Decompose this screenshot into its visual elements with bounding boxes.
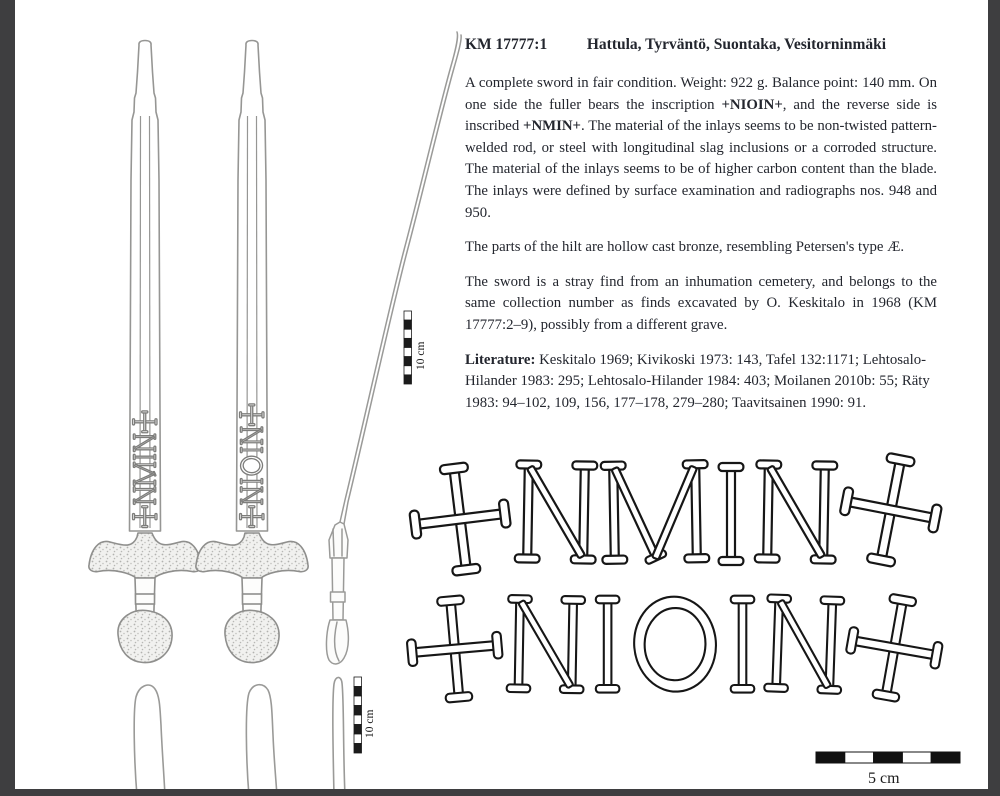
site-name: Hattula, Tyrväntö, Suontaka, Vesitorninmäki [586, 36, 887, 53]
entry-header [465, 36, 937, 54]
glyph-n [755, 460, 838, 563]
glyph-o [240, 456, 263, 476]
glyph-n [515, 460, 598, 563]
glyph-m [601, 460, 710, 565]
scale-bar-label: 10 cm [364, 709, 376, 738]
scale-bar-horizontal [816, 752, 960, 763]
inscription-drawing-nmin [404, 446, 950, 580]
paragraph: Literature: Keskitalo 1969; Kivikoski 1973: 143, Tafel 132:1171; Lehtosalo-Hilander 1983: 295; Lehtosalo-Hilander 1984: 403; Moilanen 2010b: 55; Räty 1983: 94–102, 109, 156, 177–178, 279–280; Taavitsainen 1990: 91. [465, 351, 930, 411]
inscription-drawing-nioin [403, 588, 950, 708]
scale-bar-vertical-upper [404, 311, 412, 384]
scale-bar-vertical-lower [354, 677, 362, 753]
paragraph: A complete sword in fair condition. Weight: 922 g. Balance point: 140 mm. On one side the fuller bears the inscription +NIOIN+, and the reverse side is inscribed +NMIN+. The material of the inlays seems to be non-twisted pattern-welded rod, or steel with longitudinal slag inclusions or a corroded structure. The material of the inlays seems to be of higher carbon content than the blade. The inlays were defined by surface examination and radiographs nos. 948 and 950. [465, 75, 937, 221]
sword-front-view-obverse [196, 41, 308, 663]
paragraph: The parts of the hilt are hollow cast bronze, resembling Petersen's type Æ. [465, 239, 905, 256]
scale-bar-label: 5 cm [868, 770, 900, 787]
catalog-number: KM 17777:1 [465, 36, 548, 53]
glyph-i [719, 463, 744, 565]
glyph-o [630, 593, 720, 695]
glyph-n [764, 594, 844, 694]
glyph-i [731, 596, 755, 693]
sword-side-view [326, 32, 461, 664]
glyph-cross [832, 446, 950, 574]
glyph-cross [404, 458, 516, 580]
glyph-i [596, 596, 620, 693]
viewer-frame-left [0, 0, 15, 796]
catalog-entry [465, 36, 937, 427]
viewer-frame-bottom [0, 789, 1000, 796]
paragraph: The sword is a stray find from an inhumation cemetery, and belongs to the same collection number as finds excavated by O. Keskitalo in 1968 (KM 17777:2–9), possibly from a different grave. [465, 273, 937, 333]
scale-bar-label: 10 cm [415, 341, 427, 370]
glyph-n [507, 595, 585, 693]
glyph-cross [403, 592, 506, 705]
blade-fragment-views [134, 677, 345, 796]
viewer-frame-right [988, 0, 1000, 796]
glyph-cross [839, 588, 950, 708]
sword-front-view-reverse [89, 41, 201, 663]
entry-body [465, 73, 937, 414]
